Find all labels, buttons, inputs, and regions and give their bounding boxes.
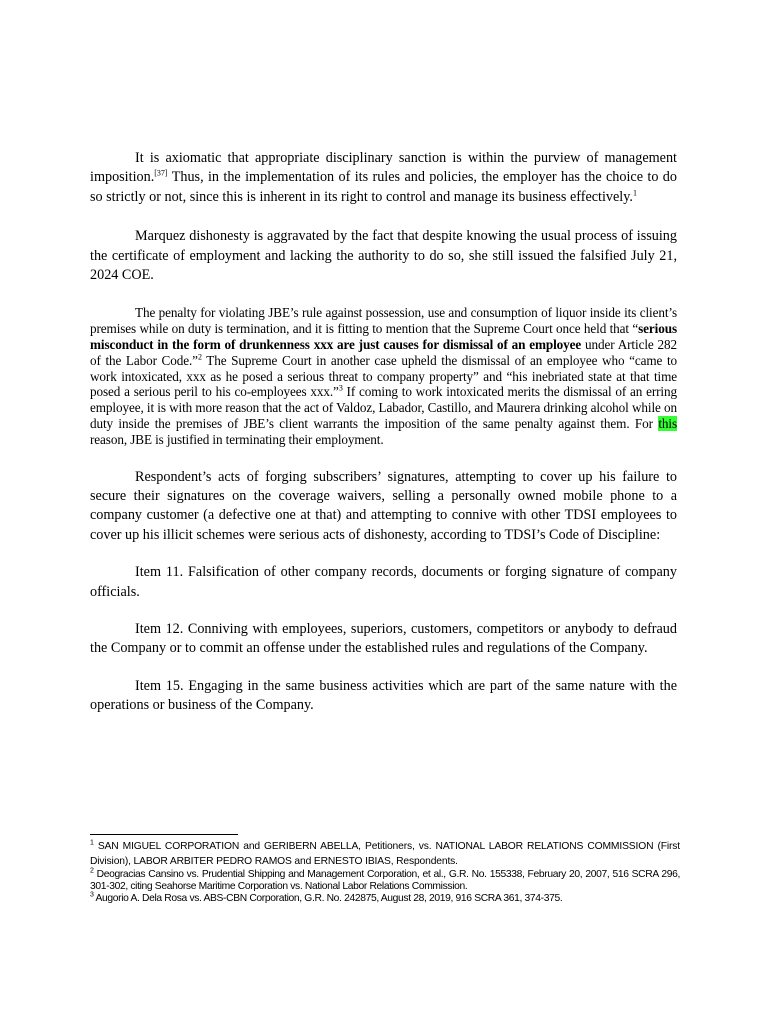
footnote-separator bbox=[90, 834, 238, 835]
citation-ref: [37] bbox=[154, 168, 168, 178]
paragraph-text: It is axiomatic that appropriate disciplinary sanction is within the purview of management imposition. bbox=[90, 150, 677, 186]
paragraph-text: The penalty for violating JBE’s rule against possession, use and consumption of liquor inside its client’s premises while on duty is termination, and it is fitting to mention that the Supreme Court once held that “ bbox=[90, 305, 677, 337]
paragraph-respondent-acts: Respondent’s acts of forging subscribers’ signatures, attempting to cover up his failure to secure their signatures on the coverage waivers, selling a personally owned mobile phone to a company customer (a defective one at that) and attempting to connive with other TDSI employees to cover up his illicit schemes were serious acts of dishonesty, according to TDSI’s Code of Discipline: bbox=[90, 468, 677, 543]
footnote-marker[interactable]: 3 bbox=[338, 384, 343, 394]
paragraph-item-12: Item 12. Conniving with employees, superiors, customers, competitors or anybody to defraud the Company or to commit an offense under the established rules and regulations of the Company. bbox=[90, 621, 677, 657]
footnote-text: Augorio A. Dela Rosa vs. ABS-CBN Corporation, G.R. No. 242875, August 28, 2019, 916 SCRA 361, 374-375. bbox=[93, 893, 563, 904]
footnote-1 bbox=[90, 839, 680, 869]
bold-quote: serious misconduct in the form of drunkenness xxx are just causes for dismissal of an employee bbox=[90, 321, 677, 353]
paragraph-text: The Supreme Court in another case upheld the dismissal of an employee who “came to work intoxicated, xxx as he posed a serious threat to company property” and “his inebriated state at that time posed a serious peril to his co-employees xxx.” bbox=[90, 352, 678, 400]
paragraph-item-11: Item 11. Falsification of other company records, documents or forging signature of company officials. bbox=[90, 564, 677, 600]
footnote-text: Deogracias Cansino vs. Prudential Shipping and Management Corporation, et al., G.R. No. 155338, February 20, 2007, 516 SCRA 296, 301-302, citing Seahorse Maritime Corporation vs. National Labor Relations Commission. bbox=[90, 869, 680, 892]
paragraph-liquor-penalty bbox=[90, 305, 677, 447]
footnote-marker[interactable]: 2 bbox=[197, 352, 202, 362]
paragraph-management-prerogative bbox=[90, 149, 677, 207]
paragraph-text: under Article 282 of the Labor Code.” bbox=[90, 337, 677, 368]
paragraph-marquez-dishonesty: Marquez dishonesty is aggravated by the fact that despite knowing the usual process of issuing the certificate of employment and lacking the authority to do so, she still issued the falsified July 21, 2024 COE. bbox=[90, 228, 677, 284]
footnote-2 bbox=[90, 869, 680, 893]
highlighted-word: this bbox=[658, 416, 677, 432]
document-body bbox=[90, 149, 677, 716]
footnote-number: 2 bbox=[90, 867, 94, 875]
paragraph-text: reason, JBE is justified in terminating their employment. bbox=[90, 431, 384, 447]
footnotes-section bbox=[90, 834, 680, 905]
paragraph-text: Thus, in the implementation of its rules and policies, the employer has the choice to do so strictly or not, since this is inherent in its right to control and manage its business effectively. bbox=[90, 169, 677, 205]
footnote-marker[interactable]: 1 bbox=[632, 188, 637, 198]
footnote-number: 1 bbox=[90, 839, 94, 847]
footnote-3 bbox=[90, 893, 680, 905]
footnote-number: 3 bbox=[90, 891, 94, 899]
paragraph-text: If coming to work intoxicated merits the dismissal of an erring employee, it is with more reason that the act of Valdoz, Labador, Castillo, and Maurera drinking alcohol while on duty inside the premises of JBE’s client warrants the imposition of the same penalty against them. For bbox=[90, 384, 677, 432]
footnote-text: SAN MIGUEL CORPORATION and GERIBERN ABELLA, Petitioners, vs. NATIONAL LABOR RELATIONS COMMISSION (First Division), LABOR ARBITER PEDRO RAMOS and ERNESTO IBIAS, Respondents. bbox=[90, 841, 680, 867]
paragraph-item-15: Item 15. Engaging in the same business activities which are part of the same nature with the operations or business of the Company. bbox=[90, 677, 677, 714]
